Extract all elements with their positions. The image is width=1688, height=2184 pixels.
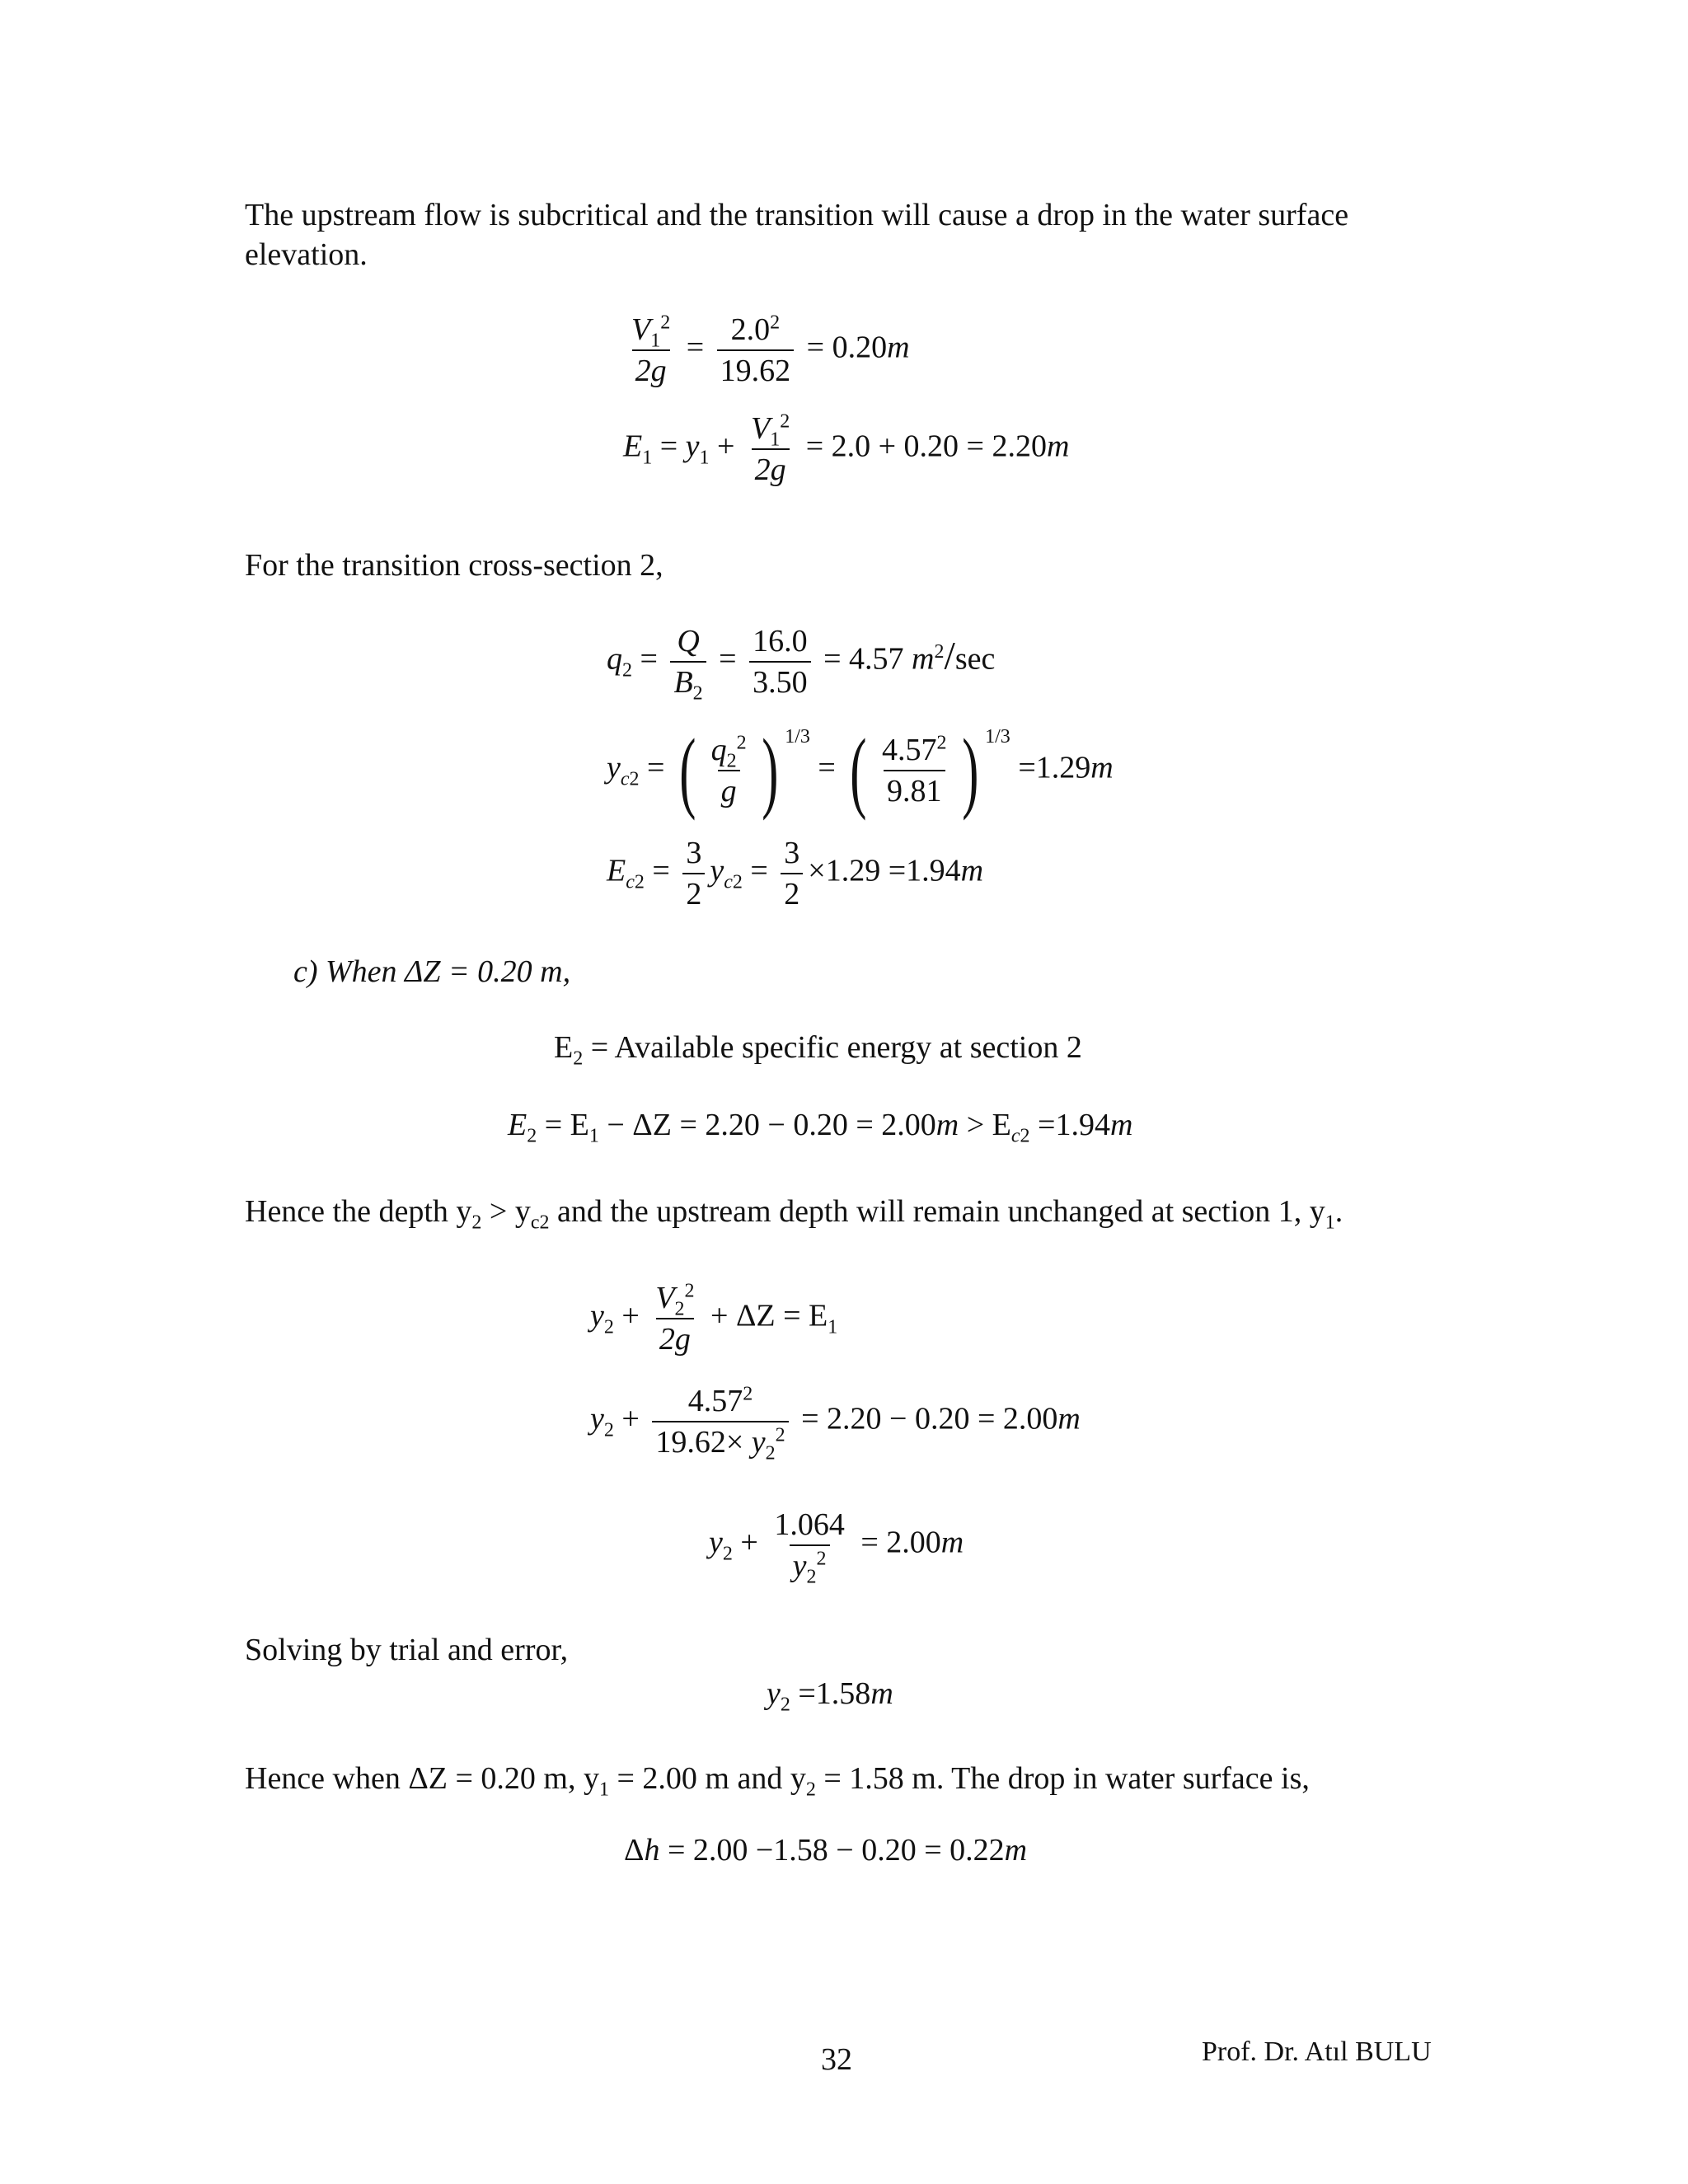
equation-velocity-head: $\frac{V_1^2}{2g}$ = $\frac{2.0^2}{19.62}$ = 0.20m: [631, 312, 910, 388]
equation-solution-y2: $y_2 =1.58m$: [767, 1676, 893, 1716]
paragraph-cross-section: For the transition cross-section 2,: [245, 548, 663, 583]
e2-definition: $E_2$ = Available specific energy at section 2: [554, 1030, 1082, 1070]
equation-unit-discharge: $q_2$ = $\frac{Q}{B_2}$ = $\frac{16.0}{3.50}$ = 4.57 $m^2/\sec$: [607, 624, 996, 705]
equation-energy-balance: $y_2$ + $\frac{V_2^2}{2g}$ + $\Delta Z = E_1$: [590, 1280, 838, 1357]
paragraph-intro-line1: The upstream flow is subcritical and the transition will cause a drop in the water surface: [245, 198, 1349, 232]
equation-specific-energy-1: $E_1 = y_1$ + $\frac{V_1^2}{2g}$ = 2.0 + 0.20 = 2.20m: [623, 410, 1070, 487]
footer-author: Prof. Dr. Atıl BULU: [1202, 2036, 1432, 2067]
page-number: 32: [821, 2042, 852, 2077]
equation-e2-compare: $E_2 = E_1 - \Delta Z = 2.20 - 0.20 = 2.00m > E_{c2} =1.94m$: [508, 1108, 1133, 1147]
equation-energy-substituted: $y_2$ + $\frac{4.57^2}{19.62\times y_2^2}$ = 2.20 − 0.20 = 2.00m: [590, 1383, 1081, 1465]
equation-critical-depth: $y_{c2}$ = ( $\frac{q_2^2}{g}$ ) 1/3 = ( $\frac{4.57^2}{9.81}$ ) 1/3 =1.29m: [607, 720, 1114, 821]
case-c-heading: c) When ΔZ = 0.20 m,: [293, 954, 571, 989]
equation-critical-energy: $E_{c2}$ = $\frac{3}{2}$ $y_{c2}$ = $\frac{3}{2}$ ×1.29 =1.94m: [607, 836, 984, 912]
equation-drop-water-surface: Δh = 2.00 −1.58 − 0.20 = 0.22m: [624, 1833, 1028, 1868]
paragraph-trial-error: Solving by trial and error,: [245, 1633, 569, 1667]
paragraph-final: Hence when ΔZ = 0.20 m, $y_1 = 2.00$ m and $y_2 = 1.58$ m. The drop in water surface is,: [245, 1761, 1310, 1801]
paragraph-hence-depth: Hence the depth $y_2 > y_{c2}$ and the upstream depth will remain unchanged at section 1, $y_1$.: [245, 1194, 1343, 1234]
equation-simplified: $y_2$ + $\frac{1.064}{y_2^2}$ = 2.00m: [709, 1507, 964, 1588]
paragraph-intro-line2: elevation.: [245, 237, 368, 272]
